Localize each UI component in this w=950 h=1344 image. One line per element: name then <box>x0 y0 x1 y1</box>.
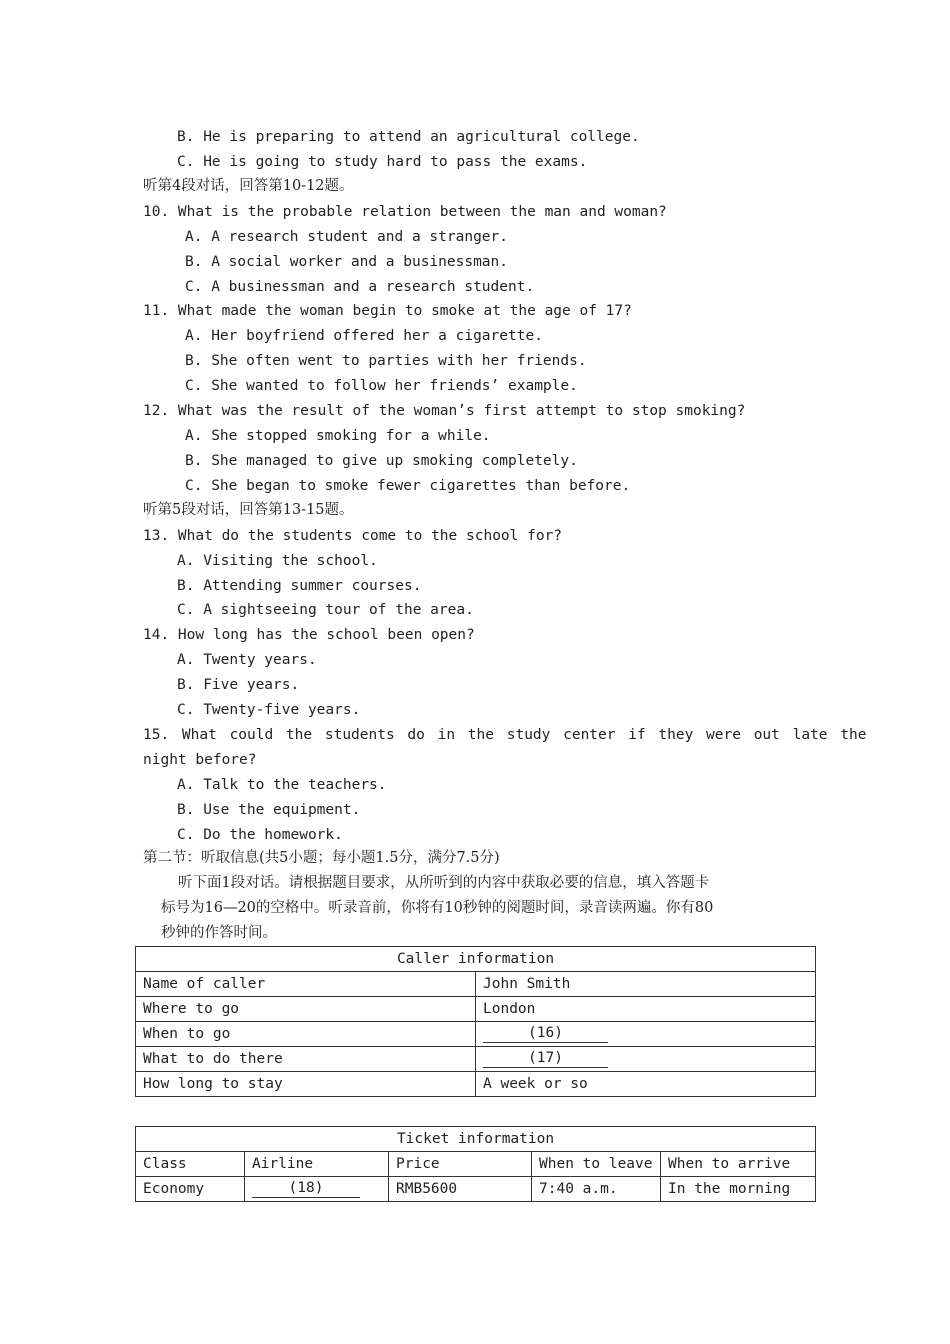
answer-blank-16[interactable]: (16) <box>483 1025 608 1043</box>
question-14: 14. How long has the school been open? <box>143 627 475 643</box>
caller-label: How long to stay <box>136 1072 476 1097</box>
caller-information-table <box>135 946 816 1097</box>
caller-value: London <box>476 997 816 1022</box>
option-10b: B. A social worker and a businessman. <box>185 254 509 270</box>
caller-label: Name of caller <box>136 972 476 997</box>
question-13: 13. What do the students come to the school for? <box>143 528 563 544</box>
option-13b: B. Attending summer courses. <box>177 578 422 594</box>
answer-blank-cell[interactable] <box>476 1022 816 1047</box>
option-13c: C. A sightseeing tour of the area. <box>177 602 474 618</box>
option-9c: C. He is going to study hard to pass the exams. <box>177 154 588 170</box>
table-header-row <box>136 1152 816 1177</box>
answer-blank-cell[interactable] <box>245 1177 389 1202</box>
question-10: 10. What is the probable relation between the man and woman? <box>143 204 667 220</box>
caller-label: When to go <box>136 1022 476 1047</box>
answer-blank-17[interactable]: (17) <box>483 1050 608 1068</box>
section-4-heading: 听第4段对话，回答第10-12题。 <box>143 178 354 194</box>
ticket-information-table <box>135 1126 816 1202</box>
option-13a: A. Visiting the school. <box>177 553 378 569</box>
question-12: 12. What was the result of the woman’s first attempt to stop smoking? <box>143 403 746 419</box>
table-row <box>136 1177 816 1202</box>
caller-table-title: Caller information <box>136 947 816 972</box>
option-15a: A. Talk to the teachers. <box>177 777 387 793</box>
cell-arrive: In the morning <box>661 1177 816 1202</box>
header-airline: Airline <box>245 1152 389 1177</box>
header-when-to-leave: When to leave <box>532 1152 661 1177</box>
ticket-table-title: Ticket information <box>136 1127 816 1152</box>
option-11a: A. Her boyfriend offered her a cigarette. <box>185 328 543 344</box>
option-11c: C. She wanted to follow her friends’ example. <box>185 378 578 394</box>
caller-value: A week or so <box>476 1072 816 1097</box>
option-10a: A. A research student and a stranger. <box>185 229 509 245</box>
header-price: Price <box>389 1152 532 1177</box>
part-2-heading: 第二节：听取信息(共5小题；每小题1.5分，满分7.5分) <box>143 850 500 866</box>
option-14b: B. Five years. <box>177 677 300 693</box>
table-row <box>136 1047 816 1072</box>
answer-blank-18[interactable]: (18) <box>252 1180 360 1198</box>
option-11b: B. She often went to parties with her friends. <box>185 353 587 369</box>
table-row <box>136 997 816 1022</box>
cell-price: RMB5600 <box>389 1177 532 1202</box>
option-14a: A. Twenty years. <box>177 652 317 668</box>
header-class: Class <box>136 1152 245 1177</box>
table-row <box>136 972 816 997</box>
option-12b: B. She managed to give up smoking completely. <box>185 453 578 469</box>
option-12a: A. She stopped smoking for a while. <box>185 428 491 444</box>
instruction-line-2: 标号为16—20的空格中。听录音前，你将有10秒钟的阅题时间，录音读两遍。你有80 <box>161 900 714 916</box>
cell-class: Economy <box>136 1177 245 1202</box>
caller-value: John Smith <box>476 972 816 997</box>
caller-label: Where to go <box>136 997 476 1022</box>
option-15c: C. Do the homework. <box>177 827 343 843</box>
option-12c: C. She began to smoke fewer cigarettes than before. <box>185 478 631 494</box>
instruction-line-3: 秒钟的作答时间。 <box>161 925 277 941</box>
cell-leave: 7:40 a.m. <box>532 1177 661 1202</box>
section-5-heading: 听第5段对话，回答第13-15题。 <box>143 502 354 518</box>
question-11: 11. What made the woman begin to smoke at the age of 17? <box>143 303 632 319</box>
caller-label: What to do there <box>136 1047 476 1072</box>
option-14c: C. Twenty-five years. <box>177 702 361 718</box>
table-row <box>136 1022 816 1047</box>
option-9b: B. He is preparing to attend an agricultural college. <box>177 129 640 145</box>
answer-blank-cell[interactable] <box>476 1047 816 1072</box>
instruction-line-1: 听下面1段对话。请根据题目要求，从所听到的内容中获取必要的信息，填入答题卡 <box>178 875 710 891</box>
question-15: 15. What could the students do in the study center if they were out late the <box>143 727 867 743</box>
option-15b: B. Use the equipment. <box>177 802 361 818</box>
option-10c: C. A businessman and a research student. <box>185 279 535 295</box>
question-15-continued: night before? <box>143 752 257 768</box>
table-row <box>136 1072 816 1097</box>
header-when-to-arrive: When to arrive <box>661 1152 816 1177</box>
